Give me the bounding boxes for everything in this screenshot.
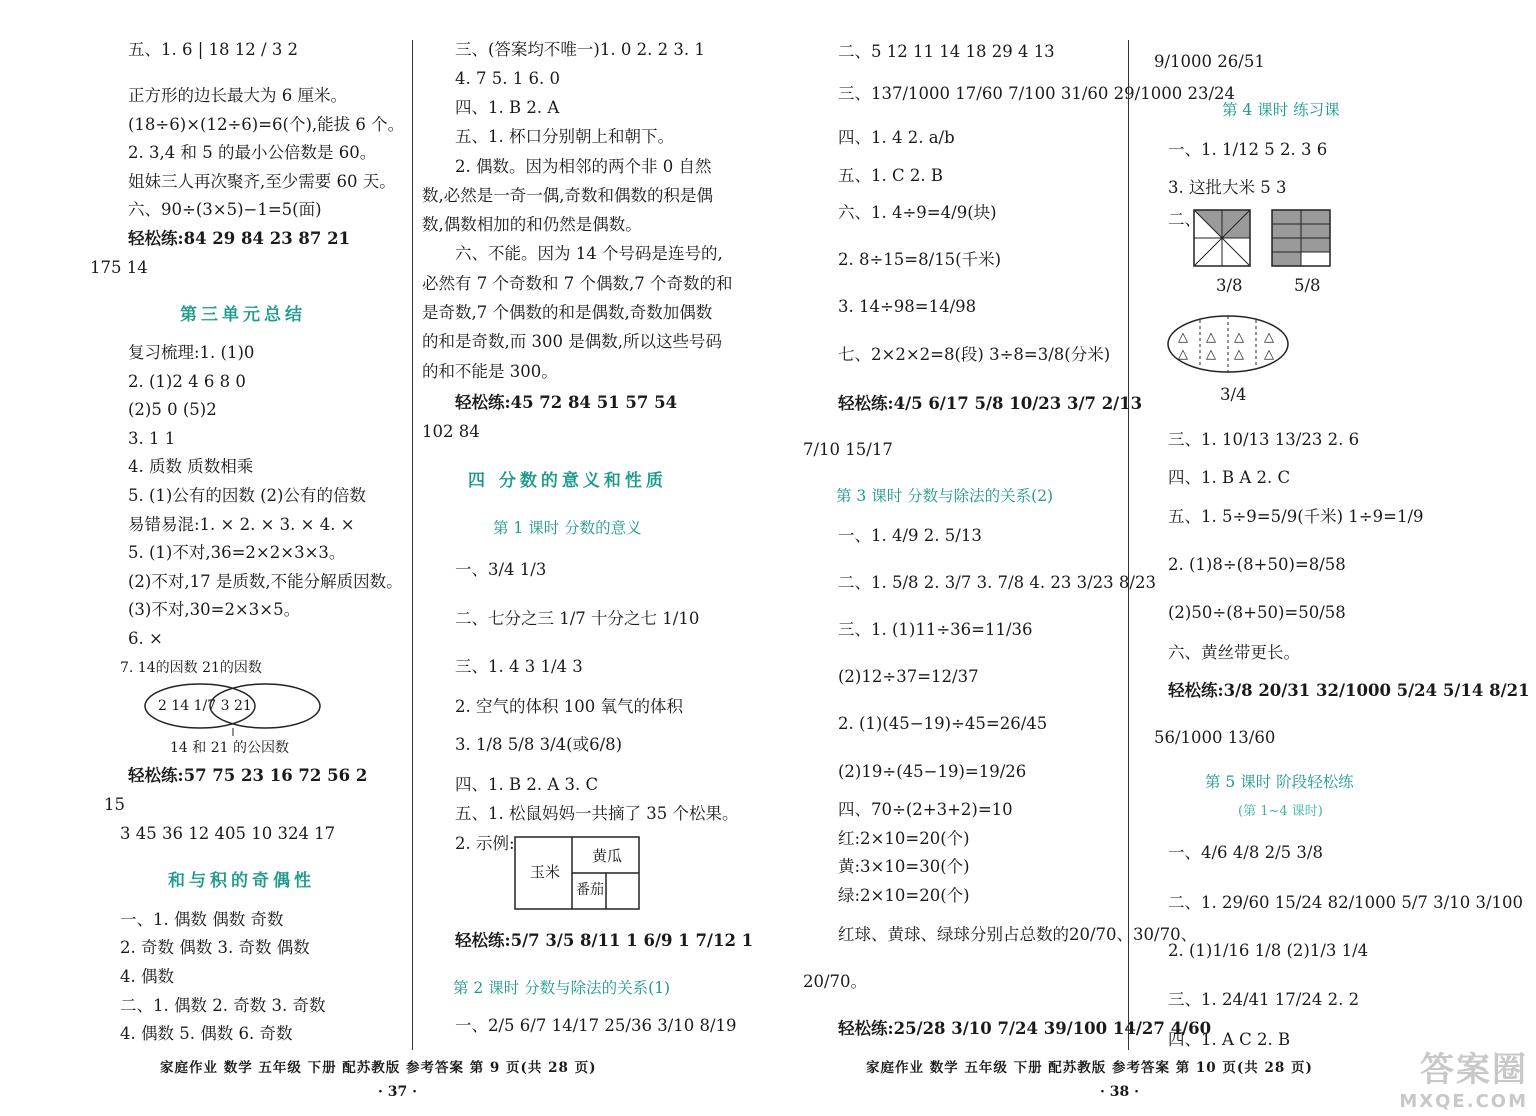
answer-line: 2. (1)2 4 6 8 0 bbox=[128, 372, 246, 391]
rect-fraction-diagram bbox=[1271, 209, 1331, 267]
answer-line: 20/70。 bbox=[803, 972, 868, 991]
answer-line: 七、2×2×2=8(段) 3÷8=3/8(分米) bbox=[838, 345, 1111, 364]
answer-line: 的和是奇数,而 300 是偶数,所以这些号码 bbox=[422, 332, 722, 351]
svg-text:△: △ bbox=[1178, 347, 1188, 362]
answer-line: 9/1000 26/51 bbox=[1154, 52, 1265, 71]
answer-line: 姐妹三人再次聚齐,至少需要 60 天。 bbox=[128, 172, 396, 191]
footer-right: 家庭作业 数学 五年级 下册 配苏教版 参考答案 第 10 页(共 28 页) bbox=[866, 1060, 1313, 1076]
answer-line: 3. 14÷98=14/98 bbox=[838, 297, 977, 316]
answer-line: 五、1. C 2. B bbox=[838, 166, 943, 185]
fraction-label: 3/4 bbox=[1220, 385, 1247, 404]
svg-text:△: △ bbox=[1178, 330, 1188, 345]
fraction-label: 5/8 bbox=[1294, 276, 1321, 295]
lesson-heading: 第 2 课时 分数与除法的关系(1) bbox=[453, 979, 671, 997]
answer-line: 五、1. 松鼠妈妈一共摘了 35 个松果。 bbox=[455, 804, 739, 823]
answer-line: 一、2/5 6/7 14/17 25/36 3/10 8/19 bbox=[455, 1016, 737, 1035]
answer-line: 正方形的边长最大为 6 厘米。 bbox=[128, 86, 347, 105]
lesson-heading: 第 3 课时 分数与除法的关系(2) bbox=[836, 487, 1054, 505]
answer-line: 数,必然是一奇一偶,奇数和偶数的积是偶 bbox=[422, 186, 713, 205]
answer-line: 红:2×10=20(个) bbox=[838, 829, 970, 848]
answer-line: 三、1. 10/13 13/23 2. 6 bbox=[1168, 430, 1360, 449]
answer-line: 复习梳理:1. (1)0 bbox=[128, 343, 255, 362]
answer-line: 二、1. 29/60 15/24 82/1000 5/7 3/10 3/100 bbox=[1168, 893, 1524, 912]
answer-line: 4. 质数 质数相乘 bbox=[128, 457, 254, 476]
answer-line: 四、1. B 2. A 3. C bbox=[455, 775, 599, 794]
answer-line: 易错易混:1. × 2. × 3. × 4. × bbox=[128, 515, 355, 534]
answer-line: 红球、黄球、绿球分别占总数的20/70、30/70、 bbox=[838, 925, 1198, 944]
answer-line: 三、1. 4 3 1/4 3 bbox=[455, 657, 583, 676]
answer-line: 二、 bbox=[1168, 210, 1201, 229]
answer-line: 一、1. 4/9 2. 5/13 bbox=[838, 526, 982, 545]
practice-line: 轻松练:3/8 20/31 32/1000 5/24 5/14 8/21 bbox=[1168, 681, 1530, 700]
answer-line: 2. (1)(45−19)÷45=26/45 bbox=[838, 714, 1048, 733]
practice-line: 轻松练:25/28 3/10 7/24 39/100 14/27 4/60 bbox=[838, 1019, 1212, 1038]
answer-line: 2. 示例: bbox=[455, 834, 515, 853]
svg-text:△: △ bbox=[1264, 330, 1274, 345]
answer-line: 五、1. 杯口分别朝上和朝下。 bbox=[455, 127, 674, 146]
page-number-left: · 37 · bbox=[378, 1084, 417, 1100]
practice-line: 轻松练:45 72 84 51 57 54 bbox=[455, 393, 678, 412]
svg-text:△: △ bbox=[1264, 347, 1274, 362]
answer-line: 175 14 bbox=[90, 258, 148, 277]
answer-line: (2)50÷(8+50)=50/58 bbox=[1168, 603, 1346, 622]
square-fraction-diagram bbox=[1193, 209, 1251, 267]
answer-line: 四、1. B 2. A bbox=[455, 98, 560, 117]
answer-line: 4. 偶数 5. 偶数 6. 奇数 bbox=[120, 1024, 293, 1043]
answer-line: 四、1. B A 2. C bbox=[1168, 468, 1291, 487]
answer-line: 二、七分之三 1/7 十分之七 1/10 bbox=[455, 609, 700, 628]
triangle-oval-diagram bbox=[1166, 314, 1290, 374]
answer-line: 3. 这批大米 5 3 bbox=[1168, 178, 1287, 197]
watermark-top: 答案圈 bbox=[1420, 1050, 1528, 1090]
unit-heading: 四 分数的意义和性质 bbox=[468, 471, 667, 491]
answer-line: 三、137/1000 17/60 7/100 31/60 29/1000 23/24 bbox=[838, 84, 1236, 103]
answer-line: 56/1000 13/60 bbox=[1154, 728, 1276, 747]
practice-line: 轻松练:4/5 6/17 5/8 10/23 3/7 2/13 bbox=[838, 394, 1143, 413]
lesson-heading: 第 4 课时 练习课 bbox=[1222, 101, 1340, 119]
answer-line: (18÷6)×(12÷6)=6(个),能拔 6 个。 bbox=[128, 115, 405, 134]
answer-line: 六、90÷(3×5)−1=5(面) bbox=[128, 200, 322, 219]
answer-line: 一、3/4 1/3 bbox=[455, 560, 547, 579]
section-heading: 和与积的奇偶性 bbox=[168, 871, 315, 891]
answer-line: 3 45 36 12 405 10 324 17 bbox=[120, 824, 336, 843]
answer-line: 6. × bbox=[128, 629, 163, 648]
svg-text:△: △ bbox=[1206, 347, 1216, 362]
column-divider bbox=[412, 40, 413, 1050]
answer-line: 2. 3,4 和 5 的最小公倍数是 60。 bbox=[128, 143, 377, 162]
answer-line: 2. 空气的体积 100 氧气的体积 bbox=[455, 697, 683, 716]
svg-text:△: △ bbox=[1206, 330, 1216, 345]
garden-label-cucumber: 黄瓜 bbox=[592, 847, 623, 865]
answer-line: 五、1. 5÷9=5/9(千米) 1÷9=1/9 bbox=[1168, 507, 1424, 526]
answer-line: 四、1. 4 2. a/b bbox=[838, 128, 955, 147]
answer-line: 三、1. (1)11÷36=11/36 bbox=[838, 620, 1033, 639]
garden-label-tomato: 番茄 bbox=[576, 882, 604, 898]
answer-line: 3. 1 1 bbox=[128, 429, 176, 448]
fraction-label: 3/8 bbox=[1216, 276, 1243, 295]
answer-line: 5. (1)不对,36=2×2×3×3。 bbox=[128, 543, 346, 562]
practice-line: 轻松练:84 29 84 23 87 21 bbox=[128, 229, 351, 248]
answer-line: 一、4/6 4/8 2/5 3/8 bbox=[1168, 843, 1323, 862]
answer-line: 六、1. 4÷9=4/9(块) bbox=[838, 203, 997, 222]
answer-line: (2)不对,17 是质数,不能分解质因数。 bbox=[128, 572, 403, 591]
svg-text:△: △ bbox=[1234, 330, 1244, 345]
answer-line: 一、1. 1/12 5 2. 3 6 bbox=[1168, 140, 1328, 159]
answer-line: 的和不能是 300。 bbox=[422, 362, 558, 381]
answer-line: 3. 1/8 5/8 3/4(或6/8) bbox=[455, 735, 623, 754]
venn-caption: 14 和 21 的公因数 bbox=[170, 740, 289, 756]
lesson-heading: 第 5 课时 阶段轻松练 bbox=[1205, 773, 1354, 791]
answer-line: (2)12÷37=12/37 bbox=[838, 667, 979, 686]
answer-line: 2. (1)1/16 1/8 (2)1/3 1/4 bbox=[1168, 941, 1369, 960]
answer-line: 必然有 7 个奇数和 7 个偶数,7 个奇数的和 bbox=[422, 274, 733, 293]
answer-line: 102 84 bbox=[422, 422, 480, 441]
section-heading: 第三单元总结 bbox=[180, 305, 306, 325]
answer-line: 六、黄丝带更长。 bbox=[1168, 643, 1300, 662]
answer-line: 5. (1)公有的因数 (2)公有的倍数 bbox=[128, 486, 366, 505]
answer-line: 数,偶数相加的和仍然是偶数。 bbox=[422, 215, 642, 234]
answer-line: 是奇数,7 个偶数的和是偶数,奇数加偶数 bbox=[422, 303, 713, 322]
answer-line: 2. 偶数。因为相邻的两个非 0 自然 bbox=[455, 157, 712, 176]
answer-line: 二、1. 5/8 2. 3/7 3. 7/8 4. 23 3/23 8/23 bbox=[838, 573, 1156, 592]
svg-text:△: △ bbox=[1234, 347, 1244, 362]
watermark-bottom: MXQE.COM bbox=[1399, 1091, 1528, 1112]
answer-line: 黄:3×10=30(个) bbox=[838, 857, 970, 876]
column-divider bbox=[1128, 40, 1129, 1050]
practice-line: 轻松练:5/7 3/5 8/11 1 6/9 1 7/12 1 bbox=[455, 931, 754, 950]
answer-line: 15 bbox=[104, 795, 125, 814]
garden-label-corn: 玉米 bbox=[530, 863, 561, 881]
answer-line: (3)不对,30=2×3×5。 bbox=[128, 600, 301, 619]
answer-line: 二、1. 偶数 2. 奇数 3. 奇数 bbox=[120, 996, 326, 1015]
answer-line: 绿:2×10=20(个) bbox=[838, 886, 970, 905]
practice-line: 轻松练:57 75 23 16 72 56 2 bbox=[128, 766, 368, 785]
lesson-heading: 第 1 课时 分数的意义 bbox=[493, 519, 642, 537]
answer-line: 五、1. 6 | 18 12 / 3 2 bbox=[128, 40, 299, 59]
answer-line: (2)19÷(45−19)=19/26 bbox=[838, 762, 1027, 781]
answer-line: 二、5 12 11 14 18 29 4 13 bbox=[838, 42, 1055, 61]
venn-values: 2 14 1/7 3 21 bbox=[158, 698, 252, 714]
answer-line: 2. 8÷15=8/15(千米) bbox=[838, 250, 1002, 269]
answer-line: 六、不能。因为 14 个号码是连号的, bbox=[455, 244, 723, 263]
footer-left: 家庭作业 数学 五年级 下册 配苏教版 参考答案 第 9 页(共 28 页) bbox=[160, 1060, 597, 1076]
answer-line: 三、(答案均不唯一)1. 0 2. 2 3. 1 bbox=[455, 40, 705, 59]
answer-line: 一、1. 偶数 偶数 奇数 bbox=[120, 910, 284, 929]
venn-labels: 7. 14的因数 21的因数 bbox=[120, 660, 262, 676]
answer-line: 四、1. A C 2. B bbox=[1168, 1030, 1291, 1049]
watermark-logo bbox=[1399, 1042, 1528, 1112]
lesson-subheading: (第 1~4 课时) bbox=[1238, 804, 1323, 819]
page-number-right: · 38 · bbox=[1100, 1084, 1139, 1100]
answer-line: (2)5 0 (5)2 bbox=[128, 400, 217, 419]
answer-line: 四、70÷(2+3+2)=10 bbox=[838, 800, 1013, 819]
answer-line: 4. 偶数 bbox=[120, 967, 174, 986]
answer-line: 2. (1)8÷(8+50)=8/58 bbox=[1168, 555, 1346, 574]
answer-line: 2. 奇数 偶数 3. 奇数 偶数 bbox=[120, 938, 310, 957]
answer-line: 三、1. 24/41 17/24 2. 2 bbox=[1168, 990, 1360, 1009]
answer-line: 7/10 15/17 bbox=[803, 440, 893, 459]
answer-line: 4. 7 5. 1 6. 0 bbox=[455, 69, 560, 88]
